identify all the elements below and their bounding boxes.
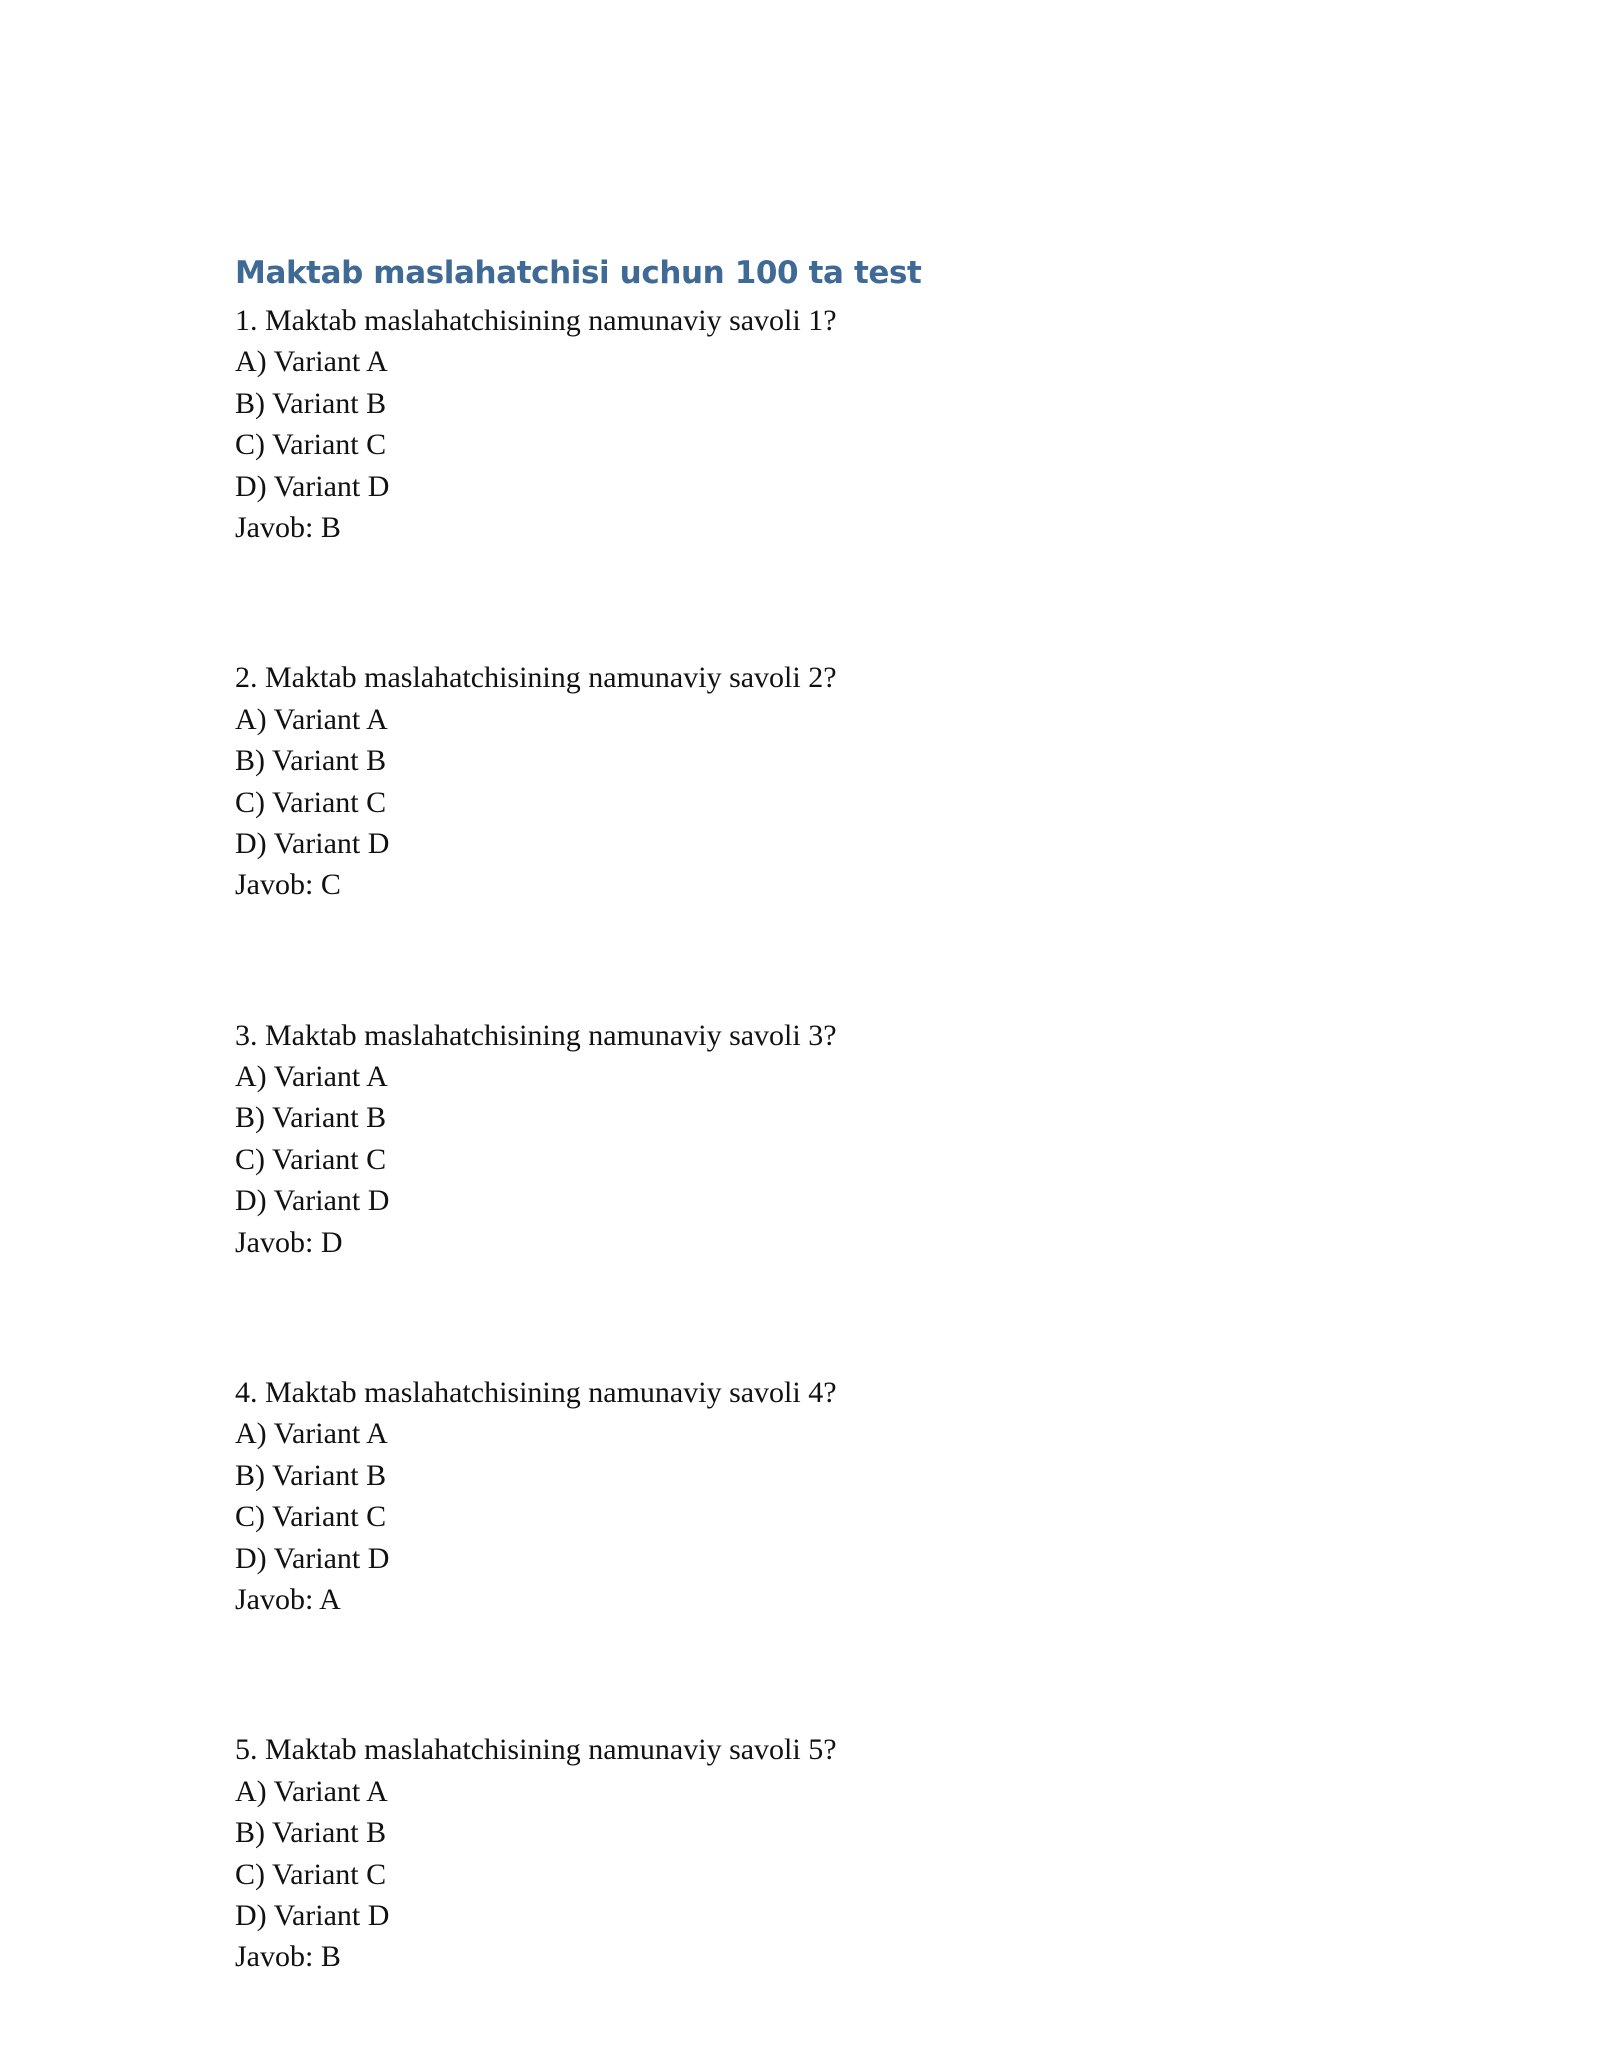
answer-text: Javob: B [235,510,341,544]
option-b: B) Variant B [235,1101,387,1135]
question-text: 2. Maktab maslahatchisining namunaviy savoli 2? [235,661,837,695]
option-c: C) Variant C [235,428,387,462]
option-d: D) Variant D [235,1898,390,1932]
answer-text: Javob: D [235,1225,343,1259]
question-text: 3. Maktab maslahatchisining namunaviy savoli 3? [235,1018,837,1052]
option-a: A) Variant A [235,702,388,736]
option-a: A) Variant A [235,1417,388,1451]
option-a: A) Variant A [235,1774,388,1808]
option-b: B) Variant B [235,1458,387,1492]
question-block [235,1372,1365,1620]
question-block [235,300,1365,548]
option-d: D) Variant D [235,469,390,503]
option-d: D) Variant D [235,1184,390,1218]
option-c: C) Variant C [235,1500,387,1534]
option-a: A) Variant A [235,345,388,379]
option-d: D) Variant D [235,1541,390,1575]
question-text: 1. Maktab maslahatchisining namunaviy savoli 1? [235,304,837,337]
option-c: C) Variant C [235,785,387,819]
document-title: Maktab maslahatchisi uchun 100 ta test [235,255,922,291]
option-d: D) Variant D [235,826,390,860]
answer-text: Javob: B [235,1940,341,1974]
question-text: 5. Maktab maslahatchisining namunaviy savoli 5? [235,1733,837,1767]
option-b: B) Variant B [235,386,387,420]
option-a: A) Variant A [235,1060,388,1094]
question-text: 4. Maktab maslahatchisining namunaviy savoli 4? [235,1376,837,1410]
document-content [235,252,1365,1978]
option-b: B) Variant B [235,1816,387,1850]
answer-text: Javob: A [235,1582,341,1616]
answer-text: Javob: C [235,868,341,902]
option-b: B) Variant B [235,744,387,778]
option-c: C) Variant C [235,1857,387,1891]
question-block [235,1015,1365,1263]
question-block [235,1729,1365,1977]
option-c: C) Variant C [235,1142,387,1176]
question-block [235,657,1365,905]
